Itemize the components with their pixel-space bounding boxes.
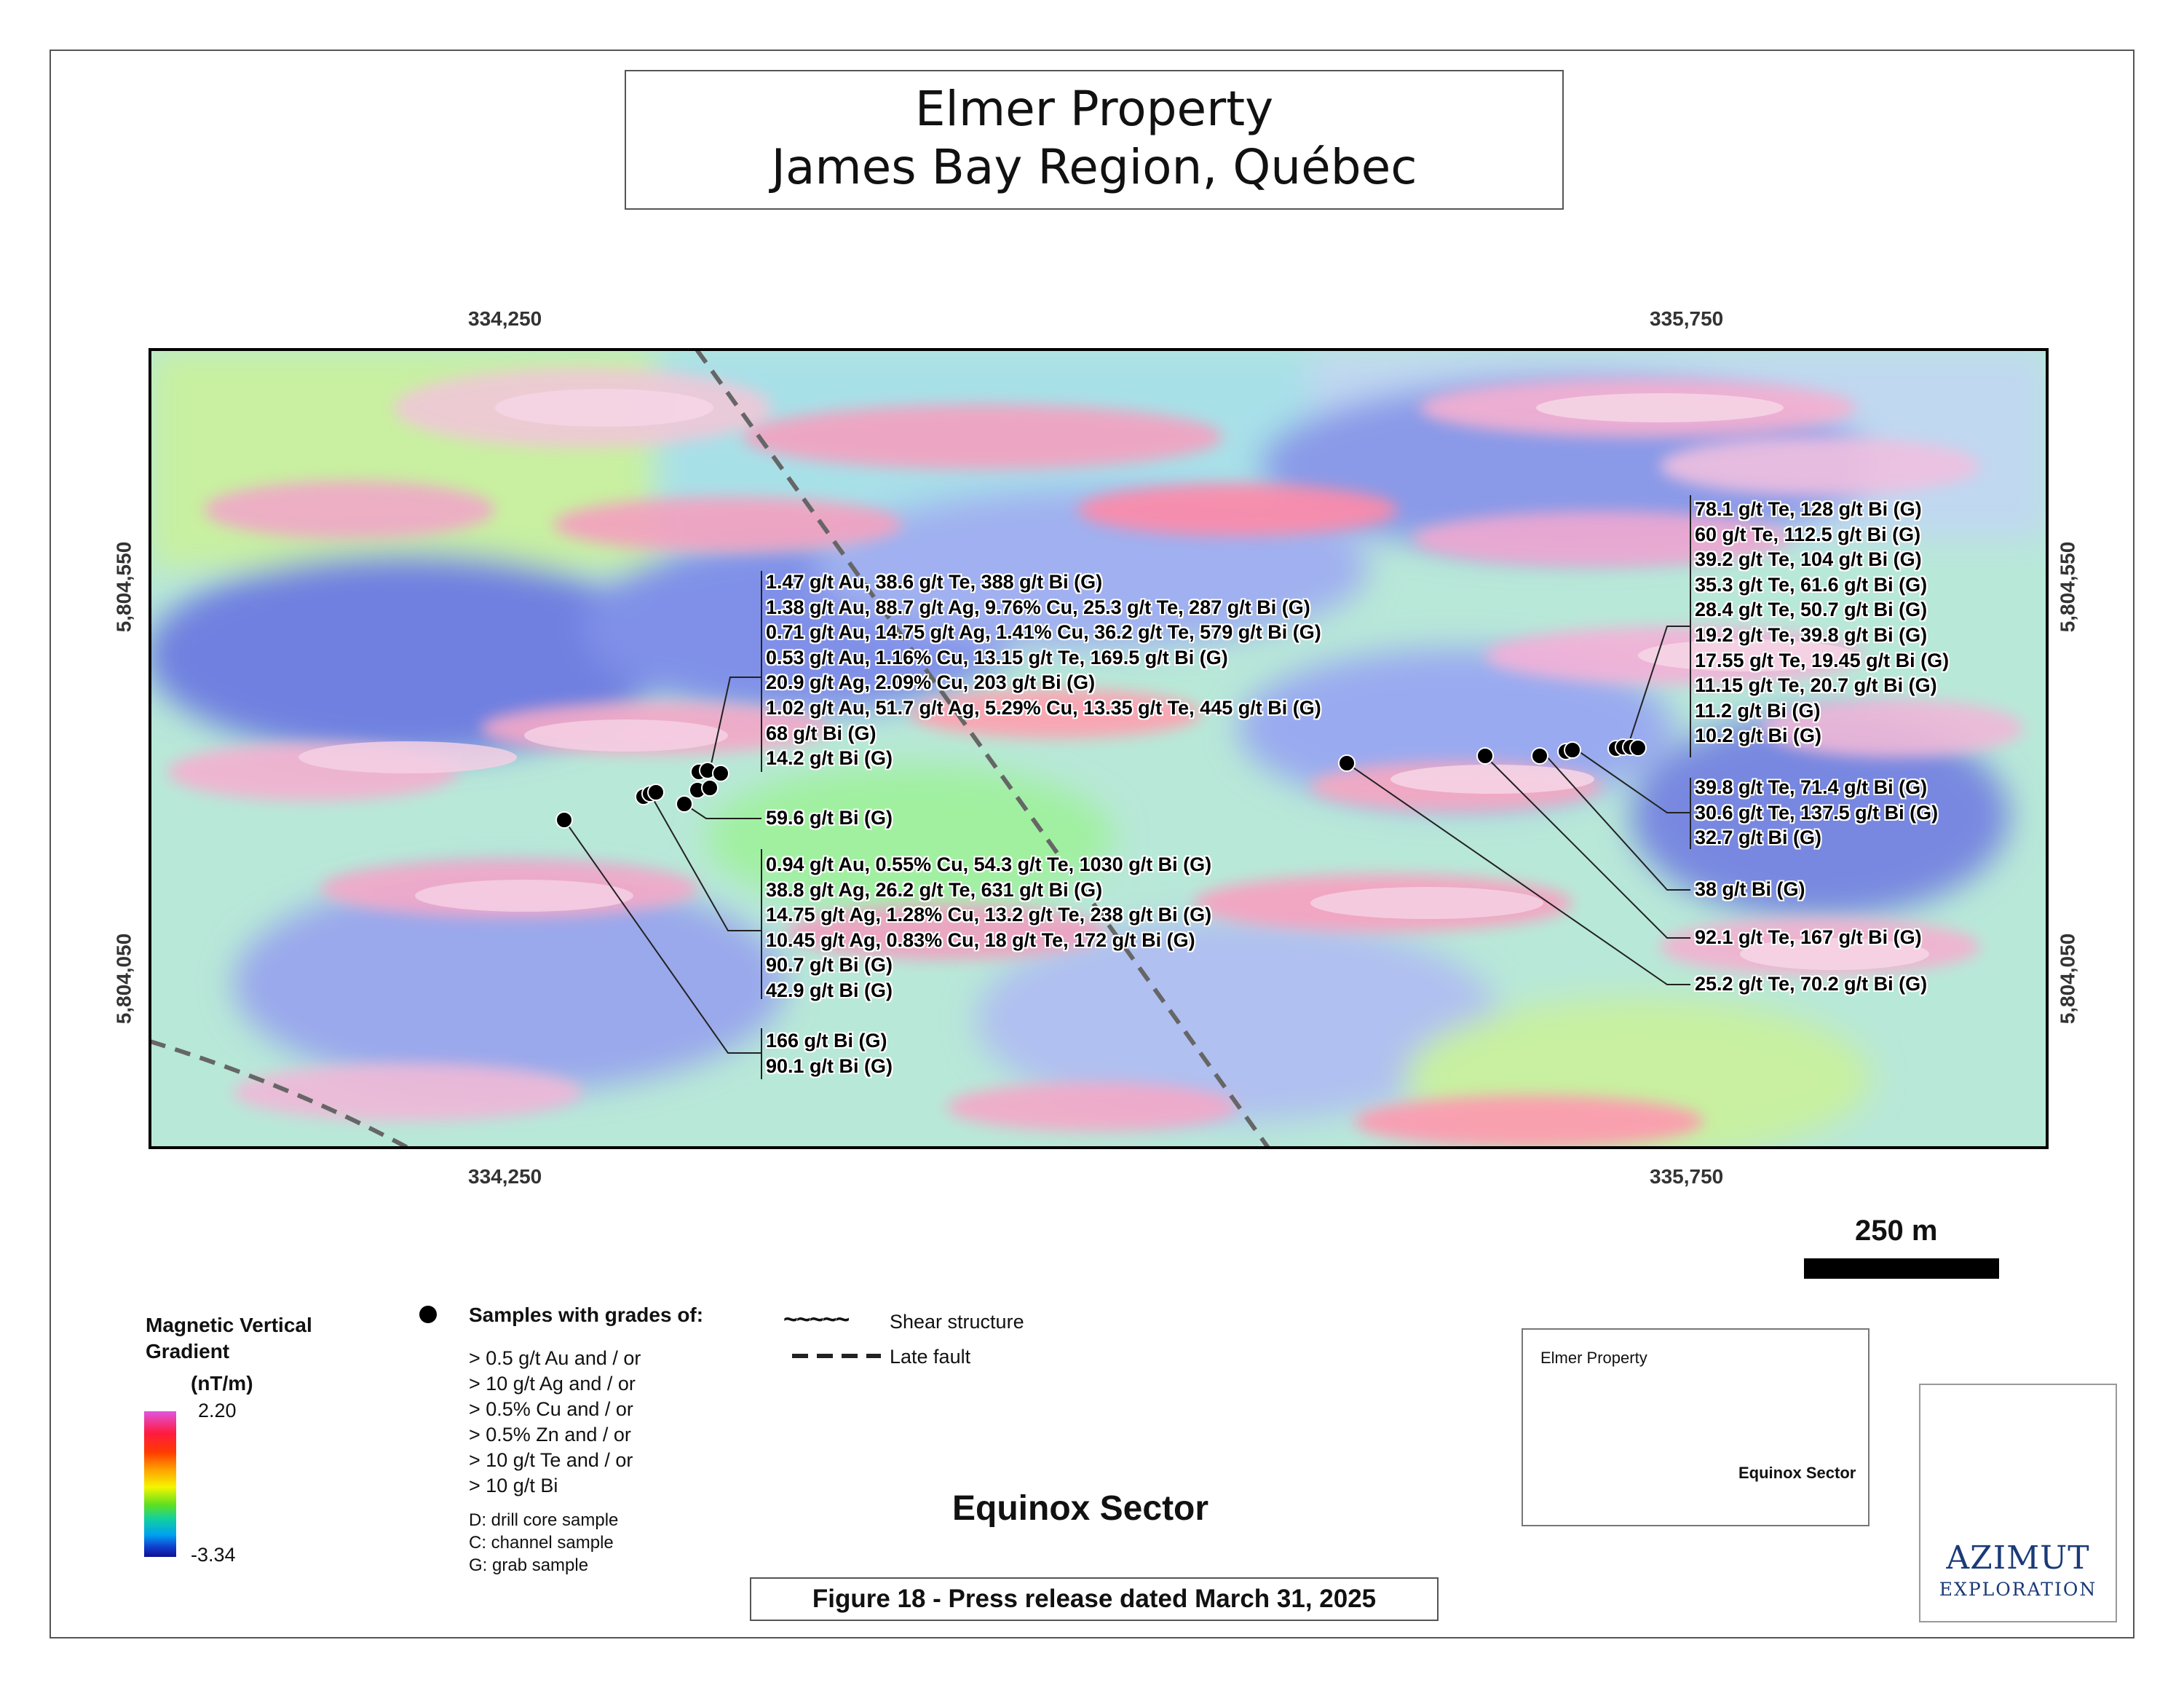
- label-line: 39.2 g/t Te, 104 g/t Bi (G): [1695, 548, 1922, 571]
- label-line: 60 g/t Te, 112.5 g/t Bi (G): [1695, 523, 1921, 545]
- sample-dot-icon: [419, 1306, 437, 1323]
- sample-type-item: D: drill core sample: [469, 1510, 619, 1530]
- shear-structure-label: Shear structure: [890, 1311, 1024, 1333]
- label-group-7: [1695, 877, 1805, 902]
- title-line-2: James Bay Region, Québec: [771, 139, 1417, 195]
- sample-type-item: G: grab sample: [469, 1555, 589, 1575]
- coord-bottom-left: 334,250: [468, 1165, 542, 1188]
- mag-min-value: -3.34: [191, 1544, 236, 1566]
- label-line: 10.45 g/t Ag, 0.83% Cu, 18 g/t Te, 172 g/t Bi (G): [766, 928, 1195, 951]
- label-line: 38.8 g/t Ag, 26.2 g/t Te, 631 g/t Bi (G): [766, 878, 1103, 901]
- criteria-item: > 10 g/t Bi: [469, 1475, 558, 1496]
- label-line: 17.55 g/t Te, 19.45 g/t Bi (G): [1695, 649, 1950, 671]
- mag-max-value: 2.20: [198, 1400, 237, 1421]
- label-line: 20.9 g/t Ag, 2.09% Cu, 203 g/t Bi (G): [766, 671, 1096, 694]
- label-line: 1.47 g/t Au, 38.6 g/t Te, 388 g/t Bi (G): [766, 571, 1103, 593]
- coord-bottom-right: 335,750: [1650, 1165, 1724, 1188]
- label-line: 1.38 g/t Au, 88.7 g/t Ag, 9.76% Cu, 25.3 g/t Te, 287 g/t Bi (G): [766, 596, 1310, 618]
- mag-color-ramp: [144, 1411, 176, 1557]
- sample-type-item: C: channel sample: [469, 1533, 614, 1553]
- label-line: 11.2 g/t Bi (G): [1695, 699, 1821, 722]
- inset-map: [1522, 1328, 1870, 1526]
- label-line: 1.02 g/t Au, 51.7 g/t Ag, 5.29% Cu, 13.35 g/t Te, 445 g/t Bi (G): [766, 696, 1321, 719]
- label-line: 30.6 g/t Te, 137.5 g/t Bi (G): [1695, 801, 1939, 824]
- mag-legend-title-2: Gradient: [146, 1340, 230, 1362]
- criteria-list: [469, 1346, 641, 1499]
- label-group-3: [766, 852, 1211, 1003]
- inset-sector-label: Equinox Sector: [1738, 1464, 1856, 1482]
- criteria-item: > 10 g/t Te and / or: [469, 1449, 633, 1471]
- coord-top-left: 334,250: [468, 307, 542, 330]
- label-line: 59.6 g/t Bi (G): [766, 807, 893, 829]
- label-line: 28.4 g/t Te, 50.7 g/t Bi (G): [1695, 599, 1928, 621]
- mag-legend-title-1: Magnetic Vertical: [146, 1314, 312, 1336]
- sector-label: Equinox Sector: [952, 1489, 1209, 1528]
- criteria-item: > 10 g/t Ag and / or: [469, 1373, 636, 1395]
- label-line: 78.1 g/t Te, 128 g/t Bi (G): [1695, 498, 1922, 520]
- scale-label: 250 m: [1855, 1215, 1938, 1247]
- logo-name: AZIMUT: [1946, 1539, 2090, 1577]
- criteria-item: > 0.5% Zn and / or: [469, 1424, 631, 1446]
- samples-legend-title: Samples with grades of:: [469, 1304, 704, 1326]
- label-line: 0.53 g/t Au, 1.16% Cu, 13.15 g/t Te, 169.5 g/t Bi (G): [766, 646, 1228, 669]
- label-group-8: [1695, 925, 1922, 950]
- coord-right-bottom: 5,804,050: [2056, 933, 2079, 1025]
- label-group-2: [766, 805, 893, 831]
- label-group-4: [766, 1028, 893, 1078]
- figure-caption: Figure 18 - Press release dated March 31, 2025: [750, 1577, 1439, 1621]
- mag-legend-unit: (nT/m): [191, 1372, 253, 1395]
- label-line: 38 g/t Bi (G): [1695, 878, 1805, 900]
- azimut-logo: [1919, 1384, 2117, 1622]
- label-line: 166 g/t Bi (G): [766, 1030, 887, 1052]
- label-line: 90.7 g/t Bi (G): [766, 954, 893, 977]
- title-line-1: Elmer Property: [914, 81, 1274, 137]
- coord-left-bottom: 5,804,050: [112, 933, 135, 1025]
- label-line: 0.71 g/t Au, 14.75 g/t Ag, 1.41% Cu, 36.2 g/t Te, 579 g/t Bi (G): [766, 621, 1321, 644]
- criteria-item: > 0.5% Cu and / or: [469, 1398, 633, 1420]
- criteria-item: > 0.5 g/t Au and / or: [469, 1347, 641, 1369]
- label-line: 35.3 g/t Te, 61.6 g/t Bi (G): [1695, 573, 1928, 596]
- label-group-6: [1695, 775, 1938, 851]
- label-line: 39.8 g/t Te, 71.4 g/t Bi (G): [1695, 776, 1928, 798]
- label-line: 90.1 g/t Bi (G): [766, 1054, 893, 1077]
- inset-title: Elmer Property: [1540, 1349, 1647, 1367]
- label-line: 0.94 g/t Au, 0.55% Cu, 54.3 g/t Te, 1030 g/t Bi (G): [766, 853, 1212, 875]
- shear-structure-symbol: ~~~~~: [783, 1306, 849, 1333]
- label-line: 14.2 g/t Bi (G): [766, 747, 893, 770]
- logo-subtitle: EXPLORATION: [1939, 1579, 2097, 1600]
- label-line: 11.15 g/t Te, 20.7 g/t Bi (G): [1695, 674, 1937, 697]
- label-line: 14.75 g/t Ag, 1.28% Cu, 13.2 g/t Te, 238 g/t Bi (G): [766, 904, 1212, 926]
- scale-bar: [1804, 1258, 1999, 1279]
- label-group-5: [1695, 497, 1949, 749]
- label-line: 10.2 g/t Bi (G): [1695, 725, 1822, 747]
- coord-right-top: 5,804,550: [2056, 541, 2079, 633]
- coord-left-top: 5,804,550: [112, 541, 135, 633]
- label-line: 42.9 g/t Bi (G): [766, 979, 893, 1001]
- late-fault-label: Late fault: [890, 1346, 971, 1368]
- label-line: 68 g/t Bi (G): [766, 722, 877, 744]
- label-group-1: [766, 569, 1321, 771]
- label-line: 19.2 g/t Te, 39.8 g/t Bi (G): [1695, 623, 1928, 646]
- coord-top-right: 335,750: [1650, 307, 1724, 330]
- label-line: 92.1 g/t Te, 167 g/t Bi (G): [1695, 926, 1922, 948]
- label-line: 25.2 g/t Te, 70.2 g/t Bi (G): [1695, 973, 1928, 995]
- sample-type-list: [469, 1509, 618, 1577]
- label-group-9: [1695, 971, 1927, 997]
- label-line: 32.7 g/t Bi (G): [1695, 827, 1822, 849]
